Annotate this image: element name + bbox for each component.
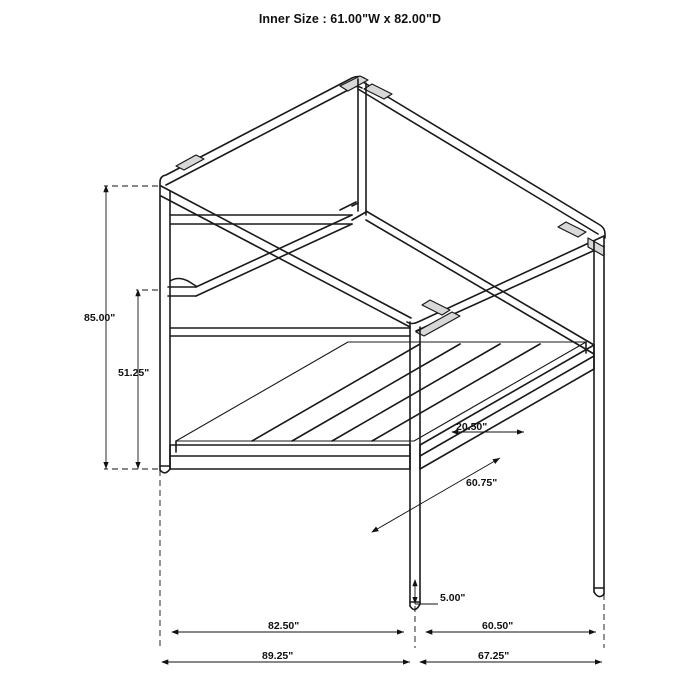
dim-height-rail: 51.25" — [118, 367, 150, 379]
dim-width-side: 60.50" — [482, 620, 514, 632]
dim-width-front-outer: 89.25" — [262, 650, 294, 662]
dim-height-overall: 85.00" — [84, 312, 116, 324]
page-title: Inner Size : 61.00"W x 82.00"D — [258, 12, 442, 26]
dim-width-side-outer: 67.25" — [478, 650, 510, 662]
dim-clearance: 5.00" — [440, 592, 466, 604]
dim-width-front: 82.50" — [268, 620, 300, 632]
dim-depth-lower: 60.75" — [466, 477, 498, 489]
dim-depth-upper: 20.50" — [456, 421, 488, 433]
